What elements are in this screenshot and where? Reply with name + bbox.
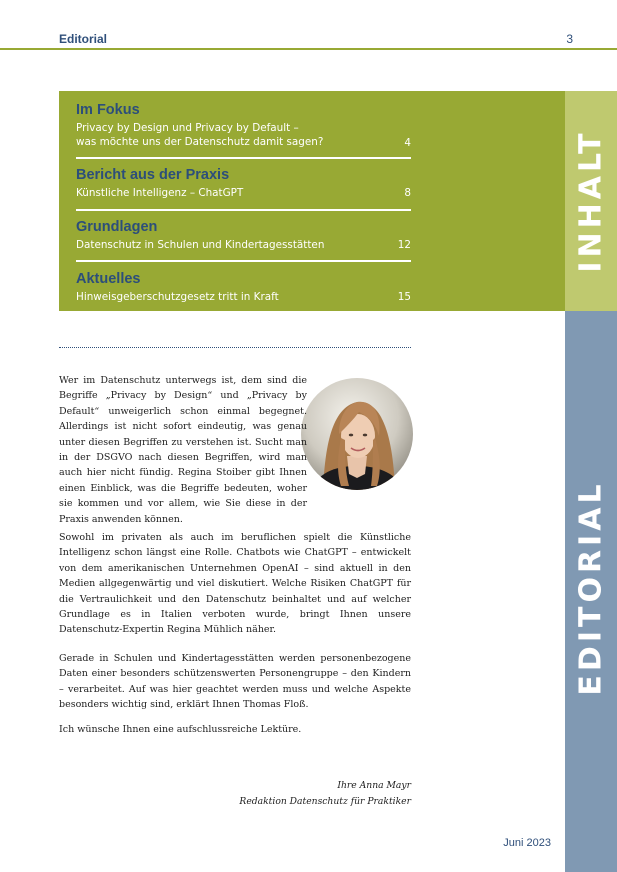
toc-heading: Grundlagen (76, 219, 158, 235)
author-portrait (301, 378, 413, 490)
toc-item-bericht-aus-der-praxis[interactable] (76, 167, 411, 200)
toc-page: 15 (397, 291, 411, 303)
dotted-divider (59, 347, 411, 348)
toc-text: Datenschutz in Schulen und Kindertagesstätten (76, 239, 325, 251)
toc-heading: Im Fokus (76, 102, 140, 118)
header-rule (0, 48, 617, 50)
toc-item-im-fokus[interactable] (76, 102, 411, 150)
toc-item-grundlagen[interactable] (76, 219, 411, 252)
editorial-paragraph: Ich wünsche Ihnen eine aufschlussreiche Lektüre. (59, 724, 302, 735)
toc-page: 12 (397, 239, 411, 251)
toc-text: Privacy by Design und Privacy by Default – was möchte uns der Datenschutz damit sagen? (76, 122, 324, 148)
signature-name: Ihre Anna Mayr (337, 780, 411, 791)
editorial-paragraph: Wer im Datenschutz unterwegs ist, dem sind die Begriffe „Privacy by Design“ und „Privacy by Default“ unweigerlich schon einmal begegnet. Allerdings ist nicht sofort eindeutig, was genau unter diesen Begriffen zu verstehen ist. Sucht man in der DSGVO nach diesen Begriffen, wird man auch hier nicht fündig. Regina Stoiber gibt Ihnen einen Einblick, was die Begriffe bedeuten, woher sie kommen und vor allem, wie Sie diese in der Praxis anwenden können. (59, 375, 307, 525)
toc-text: Hinweisgeberschutzgesetz tritt in Kraft (76, 291, 279, 303)
toc-divider (76, 157, 411, 159)
toc-item-aktuelles[interactable] (76, 271, 411, 304)
toc-page: 4 (404, 137, 411, 149)
page-number: 3 (566, 32, 573, 46)
sidebar-inhalt-label: INHALT (573, 129, 609, 273)
toc-divider (76, 260, 411, 262)
signature-role: Redaktion Datenschutz für Praktiker (239, 796, 411, 807)
toc-text: Künstliche Intelligenz – ChatGPT (76, 187, 244, 199)
editorial-paragraph: Gerade in Schulen und Kindertagesstätten werden personenbezogene Daten einer besonders schützenswerten Personengruppe – den Kindern – verarbeitet. Auf was hier geachtet werden muss und welche Aspekte besonders wichtig sind, erklärt Ihnen Thomas Floß. (59, 653, 411, 711)
sidebar-editorial-label: EDITORIAL (573, 480, 609, 696)
toc-heading: Bericht aus der Praxis (76, 167, 230, 183)
toc-page: 8 (404, 187, 411, 199)
header-section-label: Editorial (59, 32, 108, 46)
editorial-paragraph: Sowohl im privaten als auch im beruflichen spielt die Künstliche Intelligenz schon längst eine Rolle. Chatbots wie ChatGPT – entwickelt von dem amerikanischen Unternehmen OpenAI – sind aktuell in den Medien allgegenwärtig und viel diskutiert. Welche Risiken ChatGPT für die Vertraulichkeit und den Datenschutz beinhaltet und auf welcher Grundlage es in Italien verboten wurde, bringt Ihnen unsere Datenschutz-Expertin Regina Mühlich näher. (59, 532, 411, 636)
sidebar-editorial-panel (565, 311, 617, 872)
toc-heading: Aktuelles (76, 271, 141, 287)
sidebar-inhalt-panel (565, 91, 617, 311)
footer-date: Juni 2023 (503, 837, 551, 849)
table-of-contents (59, 91, 565, 311)
toc-divider (76, 209, 411, 211)
